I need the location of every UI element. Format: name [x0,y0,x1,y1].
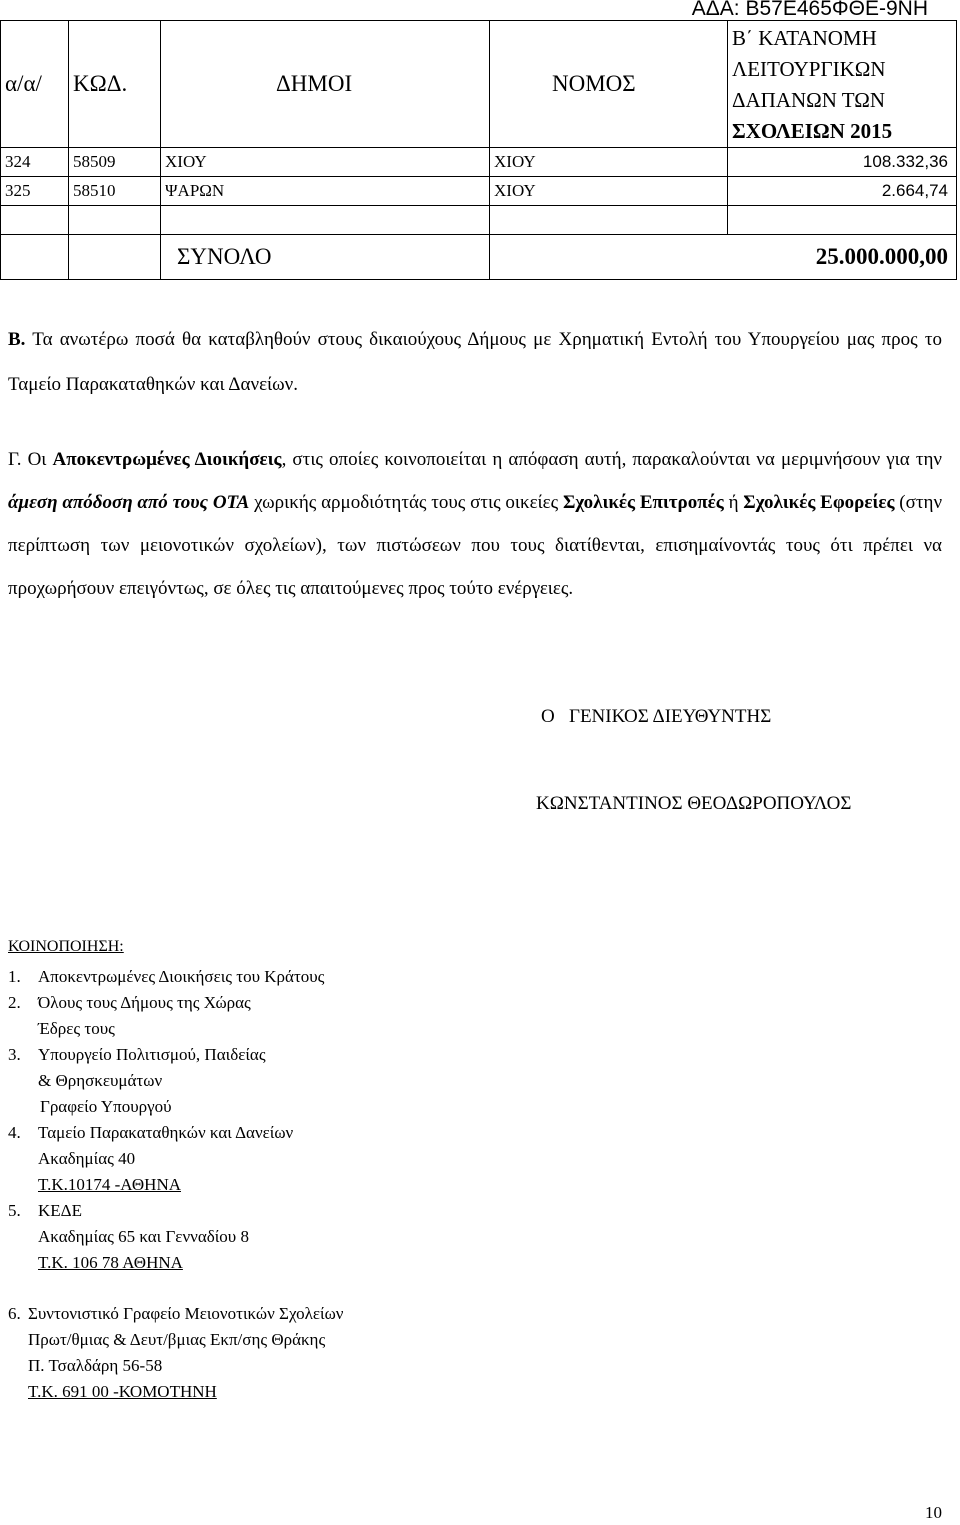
section-b-text: Τα ανωτέρω ποσά θα καταβληθούν στους δικαιούχους Δήμους με Χρηματική Εντολή του Υπουργείου μας προς το Ταμείο Παρακαταθηκών και Δανείων. [8,329,942,395]
empty-cell [69,235,161,280]
cell-aa: 325 [1,177,69,206]
item-text: Συντονιστικό Γραφείο Μειονοτικών Σχολείων [28,1304,344,1323]
koinopoiisi-heading: ΚΟΙΝΟΠΟΙΗΣΗ: [8,938,124,955]
item-text: Υπουργείο Πολιτισμού, Παιδείας [38,1045,266,1064]
cell-amount: 2.664,74 [728,177,957,206]
allocation-table [0,20,957,280]
empty-cell [69,206,161,235]
list-item-sub [8,1172,324,1198]
section-g-marker: Γ. [8,449,22,470]
kl-item-1 [8,964,324,1276]
empty-cell [161,206,490,235]
list-item-sub: & Θρησκευμάτων [38,1071,163,1090]
header-allocation [728,21,957,148]
header-allocation-line: ΔΑΠΑΝΩΝ ΤΩΝ [732,88,886,112]
empty-cell [728,206,957,235]
section-b-paragraph [8,317,942,407]
header-allocation-line: Β΄ ΚΑΤΑΝΟΜΗ [732,26,877,50]
section-g-text: (στην περίπτωση των μειονοτικών σχολείων), των πιστώσεων που τους διατίθενται, επισημαίνοντάς τους ότι πρέπει να προχωρήσουν επειγόντως, σε όλες τις απαιτούμενες προς τούτο ενέργειες. [8,492,943,599]
section-g-emphasis: Αποκεντρωμένες Διοικήσεις [52,449,282,470]
item-text: Ταμείο Παρακαταθηκών και Δανείων [38,1123,294,1142]
table-header-row [1,21,957,148]
cell-nomos: ΧΙΟΥ [490,148,728,177]
ada-code: ΑΔΑ: Β57Ε465ΦΘΕ-9ΝΗ [691,0,928,20]
section-g-emphasis: Σχολικές Εφορείες [743,492,895,513]
section-g-emphasis: άμεση απόδοση από τους ΟΤΑ [8,492,250,513]
list-item-sub: Έδρες τους [38,1019,115,1038]
header-dimoi: ΔΗΜΟΙ [161,21,490,148]
list-item-sub: Π. Τσαλδάρη 56-58 [28,1356,163,1375]
cell-kod: 58510 [69,177,161,206]
item-number: 4. [8,1123,21,1142]
header-nomos: ΝΟΜΟΣ [490,21,728,148]
list-item-sub [8,1379,343,1405]
header-allocation-line: ΣΧΟΛΕΙΩΝ 2015 [732,119,893,143]
section-g-text: , στις οποίες κοινοποιείται η απόφαση αυτή, παρακαλούνται να μεριμνήσουν για την [281,449,942,470]
cell-amount: 108.332,36 [728,148,957,177]
table-row [1,148,957,177]
postal-code: Τ.Κ. 691 00 -ΚΟΜΟΤΗΝΗ [28,1382,217,1401]
item-text: ΚΕΔΕ [38,1201,82,1220]
list-item [8,1198,324,1224]
item-number: 2. [8,993,21,1012]
postal-code: Τ.Κ.10174 -ΑΘΗΝΑ [38,1175,181,1194]
page-number: 10 [925,1503,942,1522]
kl-item-6 [8,1301,343,1405]
item-number: 3. [8,1045,21,1064]
section-g-text: Οι [27,449,47,470]
section-g-text: χωρικής αρμοδιότητάς τους στις οικείες [254,492,559,513]
total-label: ΣΥΝΟΛΟ [161,235,490,280]
list-item-sub [8,1250,324,1276]
list-item [8,990,324,1016]
item-text: Αποκεντρωμένες Διοικήσεις του Κράτους [38,967,325,986]
postal-code: Τ.Κ. 106 78 ΑΘΗΝΑ [38,1253,183,1272]
list-item-sub: Ακαδημίας 40 [38,1149,136,1168]
section-g-paragraph [8,438,942,610]
table-row-empty [1,206,957,235]
header-aa: α/α/ [1,21,69,148]
list-item [8,1301,343,1327]
list-item-sub: Πρωτ/θμιας & Δευτ/βμιας Εκπ/σης Θράκης [28,1330,326,1349]
header-kod: ΚΩΔ. [69,21,161,148]
item-number: 5. [8,1201,21,1220]
list-item [8,1120,324,1146]
cell-dimos: ΧΙΟΥ [161,148,490,177]
cell-nomos: ΧΙΟΥ [490,177,728,206]
item-number: 1. [8,967,21,986]
signature-name: ΚΩΝΣΤΑΝΤΙΝΟΣ ΘΕΟΔΩΡΟΠΟΥΛΟΣ [536,793,852,814]
empty-cell [1,206,69,235]
list-item [8,1042,324,1068]
empty-cell [1,235,69,280]
empty-cell [490,206,728,235]
item-number: 6. [8,1304,21,1323]
table-total-row [1,235,957,280]
list-item [8,964,324,990]
list-item-sub: Ακαδημίας 65 και Γενναδίου 8 [38,1227,249,1246]
list-item-sub: Γραφείο Υπουργού [40,1097,172,1116]
total-value: 25.000.000,00 [490,235,957,280]
section-g-text: ή [728,492,739,513]
cell-kod: 58509 [69,148,161,177]
cell-aa: 324 [1,148,69,177]
table-row [1,177,957,206]
item-text: Όλους τους Δήμους της Χώρας [38,993,251,1012]
section-b-marker: Β. [8,329,26,350]
section-g-emphasis: Σχολικές Επιτροπές [562,492,724,513]
header-allocation-line: ΛΕΙΤΟΥΡΓΙΚΩΝ [732,57,886,81]
cell-dimos: ΨΑΡΩΝ [161,177,490,206]
signature-title: Ο ΓΕΝΙΚΟΣ ΔΙΕΥΘΥΝΤΗΣ [541,706,772,727]
